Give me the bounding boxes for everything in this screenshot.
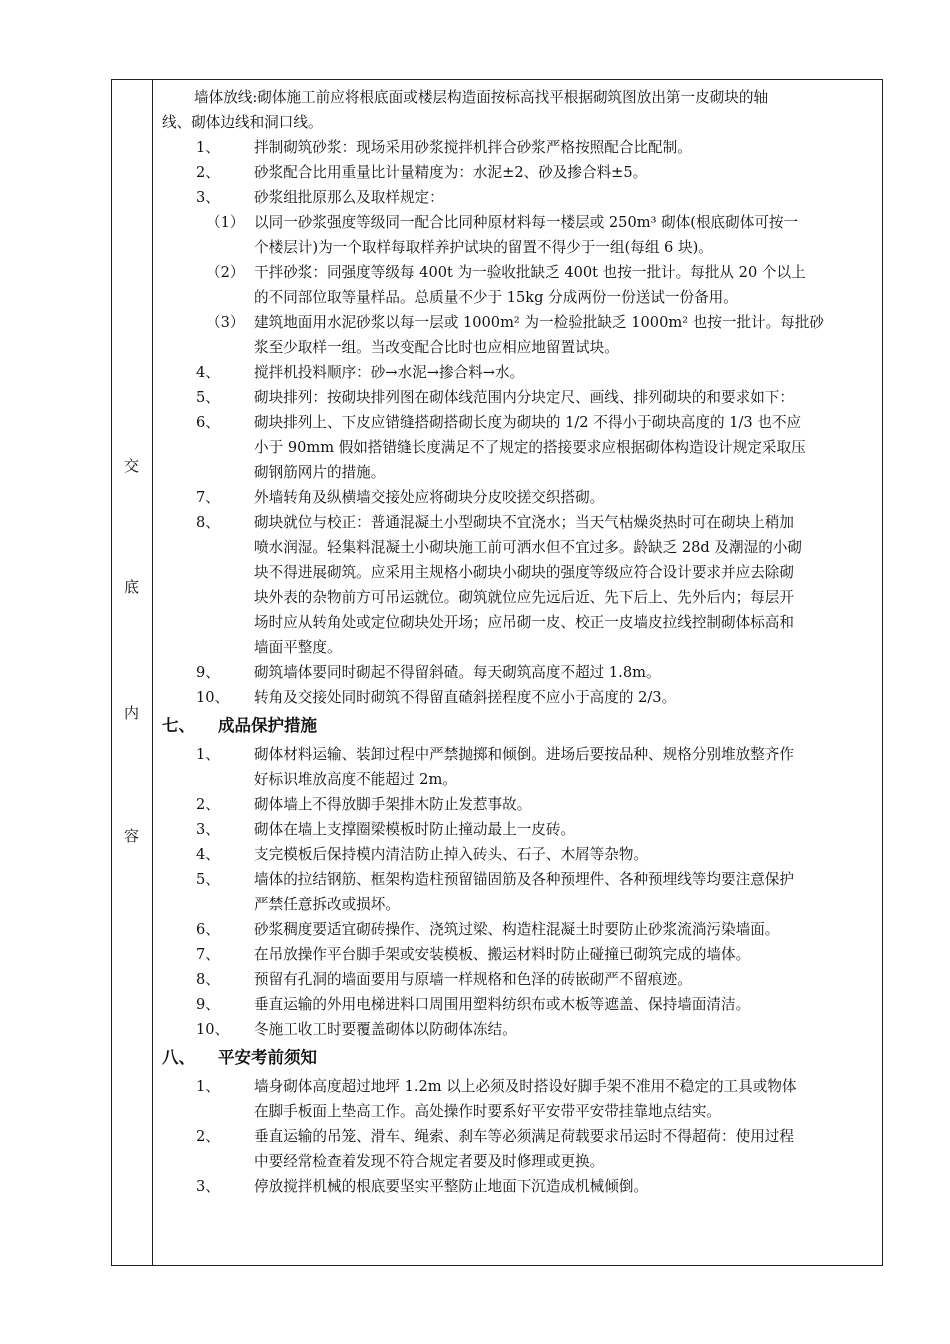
item-text: 砂浆配合比用重量比计量精度为：水泥±2、砂及掺合料±5。: [254, 164, 648, 181]
item-number: 9、: [196, 664, 220, 681]
item-number: 9、: [196, 996, 220, 1013]
list-item-line: [162, 660, 878, 685]
list-item-line: [162, 360, 878, 385]
list-item-line: [162, 310, 878, 335]
item-text: 砌块排列：按砌块排列图在砌体线范围内分块定尺、画线、排列砌块的和要求如下：: [254, 389, 794, 406]
section-8-heading: [162, 1042, 878, 1074]
list-item-line: [162, 210, 878, 235]
item-number: 3、: [196, 821, 220, 838]
mortar-sampling-list: [162, 210, 878, 360]
item-text: 墙面平整度。: [254, 639, 342, 656]
list-item-line: [162, 817, 878, 842]
section-7-title: 成品保护措施: [218, 716, 317, 735]
item-text: 预留有孔洞的墙面要用与原墙一样规格和色泽的砖嵌砌严不留痕迹。: [254, 971, 692, 988]
list-item-line: [162, 1017, 878, 1042]
list-item-line: [162, 510, 878, 535]
sub-item-number: （2）: [206, 264, 245, 281]
list-item-line: [162, 1174, 878, 1199]
list-item-line: [162, 892, 878, 917]
sub-item-number: （1）: [206, 214, 245, 231]
item-text: 砌体在墙上支撑圈梁模板时防止撞动最上一皮砖。: [254, 821, 576, 838]
item-text: 砌筑墙体要同时砌起不得留斜碴。每天砌筑高度不超过 1.8m。: [254, 664, 661, 681]
item-text: 场时应从转角处或定位砌块处开场；应吊砌一皮、校正一皮墙皮拉线控制砌体标高和: [254, 614, 794, 631]
list-item-line: [162, 185, 878, 210]
item-text: 停放搅拌机械的根底要坚实平整防止地面下沉造成机械倾倒。: [254, 1178, 649, 1195]
item-number: 2、: [196, 1128, 220, 1145]
item-number: 5、: [196, 871, 220, 888]
item-text: 小于 90mm 假如搭错缝长度满足不了规定的搭接要求应根据砌体构造设计规定采取压: [254, 439, 806, 456]
item-text: 好标识堆放高度不能超过 2m。: [254, 771, 457, 788]
item-text: 砌钢筋网片的措施。: [254, 464, 386, 481]
item-text: 建筑地面用水泥砂浆以每一层或 1000m² 为一检验批缺乏 1000m² 也按一批计。每批砂: [254, 314, 825, 331]
intro-text: 墙体放线:砌体施工前应将根底面或楼层构造面按标高找平根据砌筑图放出第一皮砌块的轴: [194, 89, 769, 106]
list-item-line: [162, 685, 878, 710]
safety-notes-list: [162, 1074, 878, 1199]
item-text: 砌块排列上、下皮应错缝搭砌搭砌长度为砌块的 1/2 不得小于砌块高度的 1/3 也不应: [254, 414, 802, 431]
item-number: 1、: [196, 139, 220, 156]
item-number: 4、: [196, 846, 220, 863]
item-text: 垂直运输的外用电梯进料口周围用塑料纺织布或木板等遮盖、保持墙面清洁。: [254, 996, 751, 1013]
list-item-line: [162, 967, 878, 992]
item-text: 垂直运输的吊笼、滑车、绳索、刹车等必须满足荷载要求吊运时不得超荷：使用过程: [254, 1128, 794, 1145]
list-item-line: [162, 585, 878, 610]
sub-item-number: （3）: [206, 314, 245, 331]
item-text: 搅拌机投料顺序：砂→水泥→掺合料→水。: [254, 364, 525, 381]
list-item-line: [162, 942, 878, 967]
list-item-line: [162, 460, 878, 485]
list-item-line: [162, 635, 878, 660]
item-text: 中要经常检查着发现不符合规定者要及时修理或更换。: [254, 1153, 605, 1170]
item-text: 拌制砌筑砂浆：现场采用砂浆搅拌机拌合砂浆严格按照配合比配制。: [254, 139, 692, 156]
list-item-line: [162, 435, 878, 460]
item-text: 的不同部位取等量样品。总质量不少于 15kg 分成两份一份送试一份备用。: [254, 289, 738, 306]
list-item-line: [162, 335, 878, 360]
item-number: 6、: [196, 414, 220, 431]
item-number: 3、: [196, 1178, 220, 1195]
item-text: 块不得进展砌筑。应采用主规格小砌块小砌块的强度等级应符合设计要求并应去除砌: [254, 564, 794, 581]
item-text: 支完模板后保持模内清洁防止掉入砖头、石子、木屑等杂物。: [254, 846, 649, 863]
item-number: 2、: [196, 164, 220, 181]
item-text: 个楼层计)为一个取样每取样养护试块的留置不得少于一组(每组 6 块)。: [254, 239, 713, 256]
protection-measures-list: [162, 742, 878, 1042]
item-number: 10、: [196, 1021, 230, 1038]
item-number: 6、: [196, 921, 220, 938]
method-items-list-continued: [162, 360, 878, 710]
list-item-line: [162, 792, 878, 817]
side-label-char-3: 内: [123, 704, 139, 722]
item-text: 喷水润湿。轻集料混凝土小砌块施工前可洒水但不宜过多。龄缺乏 28d 及潮湿的小砌: [254, 539, 802, 556]
item-number: 7、: [196, 946, 220, 963]
item-text: 砌块就位与校正：普通混凝土小型砌块不宜浇水；当天气枯燥炎热时可在砌块上稍加: [254, 514, 794, 531]
item-number: 5、: [196, 389, 220, 406]
section-8-title: 平安考前须知: [218, 1048, 317, 1067]
item-text: 转角及交接处同时砌筑不得留直碴斜搓程度不应小于高度的 2/3。: [254, 689, 677, 706]
item-text: 外墙转角及纵横墙交接处应将砌块分皮咬搓交织搭砌。: [254, 489, 605, 506]
section-7-number: 七、: [162, 716, 195, 735]
item-number: 1、: [196, 1078, 220, 1095]
intro-text: 线、砌体边线和洞口线。: [162, 114, 323, 131]
item-text: 墙身砌体高度超过地坪 1.2m 以上必须及时搭设好脚手架不准用不稳定的工具或物体: [254, 1078, 797, 1095]
list-item-line: [162, 535, 878, 560]
intro-line: [162, 85, 878, 110]
list-item-line: [162, 842, 878, 867]
side-label-char-1: 交: [123, 457, 139, 475]
item-text: 在吊放操作平台脚手架或安装模板、搬运材料时防止碰撞已砌筑完成的墙体。: [254, 946, 751, 963]
list-item-line: [162, 867, 878, 892]
item-text: 块外表的杂物前方可吊运就位。砌筑就位应先远后近、先下后上、先外后内；每层开: [254, 589, 794, 606]
item-text: 砂浆稠度要适宜砌砖操作、浇筑过梁、构造柱混凝土时要防止砂浆流淌污染墙面。: [254, 921, 780, 938]
content-column: [162, 85, 878, 1199]
list-item-line: [162, 610, 878, 635]
item-number: 7、: [196, 489, 220, 506]
list-item-line: [162, 1149, 878, 1174]
list-item-line: [162, 410, 878, 435]
item-text: 砌体材料运输、装卸过程中严禁抛掷和倾倒。进场后要按品种、规格分别堆放整齐作: [254, 746, 794, 763]
section-8-number: 八、: [162, 1048, 195, 1067]
list-item-line: [162, 160, 878, 185]
item-number: 1、: [196, 746, 220, 763]
list-item-line: [162, 917, 878, 942]
item-text: 以同一砂浆强度等级同一配合比同种原材料每一楼层或 250m³ 砌体(根底砌体可按一: [254, 214, 799, 231]
list-item-line: [162, 485, 878, 510]
section-7-heading: [162, 710, 878, 742]
item-text: 冬施工收工时要覆盖砌体以防砌体冻结。: [254, 1021, 517, 1038]
list-item-line: [162, 385, 878, 410]
item-text: 砂浆组批原那么及取样规定：: [254, 189, 444, 206]
list-item-line: [162, 560, 878, 585]
method-items-list: [162, 135, 878, 210]
side-label-char-4: 容: [123, 827, 139, 845]
list-item-line: [162, 135, 878, 160]
item-text: 砌体墙上不得放脚手架排木防止发惹事故。: [254, 796, 532, 813]
list-item-line: [162, 767, 878, 792]
list-item-line: [162, 285, 878, 310]
list-item-line: [162, 992, 878, 1017]
list-item-line: [162, 1074, 878, 1099]
item-text: 浆至少取样一组。当改变配合比时也应相应地留置试块。: [254, 339, 619, 356]
item-number: 2、: [196, 796, 220, 813]
list-item-line: [162, 742, 878, 767]
item-text: 墙体的拉结钢筋、框架构造柱预留锚固筋及各种预埋件、各种预埋线等均要注意保护: [254, 871, 794, 888]
column-divider: [152, 79, 153, 1266]
item-number: 8、: [196, 971, 220, 988]
item-text: 严禁任意拆改或损坏。: [254, 896, 400, 913]
item-number: 3、: [196, 189, 220, 206]
item-number: 8、: [196, 514, 220, 531]
item-number: 10、: [196, 689, 230, 706]
list-item-line: [162, 260, 878, 285]
side-label-char-2: 底: [123, 578, 139, 596]
item-number: 4、: [196, 364, 220, 381]
list-item-line: [162, 235, 878, 260]
list-item-line: [162, 1124, 878, 1149]
list-item-line: [162, 1099, 878, 1124]
item-text: 干拌砂浆：同强度等级每 400t 为一验收批缺乏 400t 也按一批计。每批从 20 个以上: [254, 264, 806, 281]
intro-line: [162, 110, 878, 135]
item-text: 在脚手板面上垫高工作。高处操作时要系好平安带平安带挂靠地点结实。: [254, 1103, 722, 1120]
